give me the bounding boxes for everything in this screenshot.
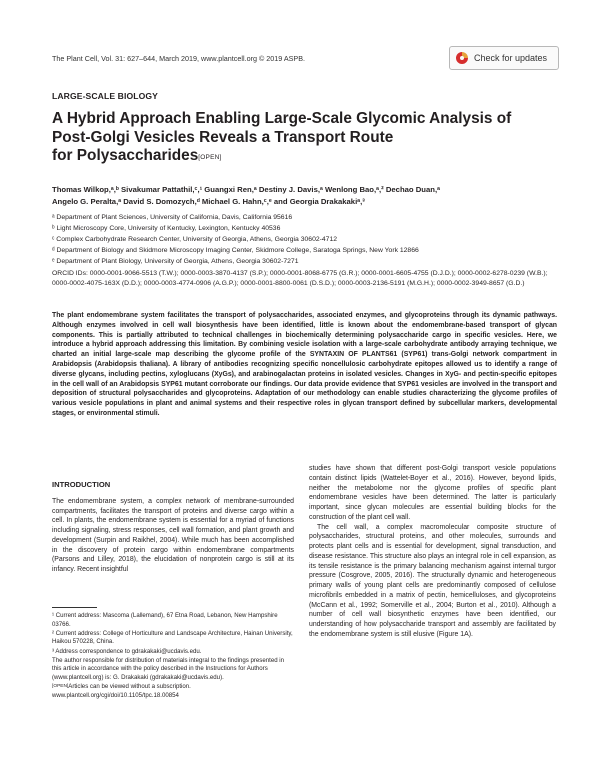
body-paragraph: studies have shown that different post-Golgi transport vesicle populations contain distinct lipids (Wattelet-Boyer et al., 2016). However, beyond lipids, neither the metabolome nor the glycome profiles of specific plant endomembrane vesicles have been determined. The latter is particularly important, since glycan molecules are essential building blocks for the construction of the plant cell wall. [309,465,556,521]
footnote: ³ Address correspondence to gdrakakaki@ucdavis.edu. [52,647,202,655]
check-updates-icon [455,51,469,65]
journal-header: The Plant Cell, Vol. 31: 627–644, March 2019, www.plantcell.org © 2019 ASPB. [52,54,306,63]
author-line: Angelo G. Peralta,ᵃ David S. Domozych,ᵈ Michael G. Hahn,ᶜ,ᵉ and Georgia Drakakakiᵃ,³ [52,196,365,206]
open-access-tag: [OPEN] [52,684,69,690]
affiliation: ᵇ Light Microscopy Core, University of Kentucky, Lexington, Kentucky 40536 [52,225,281,232]
footnote: ² Current address: College of Horticulture and Landscape Architecture, Hainan University, Haikou 570228, China. [52,629,293,646]
affiliations [52,212,557,267]
check-for-updates-button[interactable] [449,46,559,70]
footnote: ¹ Current address: Mascoma (Lallemand), 67 Etna Road, Lebanon, New Hampshire 03766. [52,612,278,628]
title-line: Post-Golgi Vesicles Reveals a Transport Route [52,128,394,146]
affiliation: ᵈ Department of Biology and Skidmore Microscopy Imaging Center, Skidmore College, Saratoga Springs, New York 12866 [52,247,419,254]
title-line [52,147,552,166]
orcid-ids: ORCID IDs: 0000-0001-9066-5513 (T.W.); 0000-0003-3870-4137 (S.P.); 0000-0001-8068-6775 (G.R.); 0000-0001-6605-4755 (D.J.D.); 0000-0002-6278-0239 (W.B.); 0000-0002-4075-163X (D.D.); 0000-0003-4774-0906 (A.G.P.); 0000-0001-8800-0061 (D.S.D.); 0000-0003-2136-5191 (M.G.H.); 0000-0002-3949-8657 (G.D.) [52,270,548,287]
author-line: Thomas Wilkop,ᵃ,ᵇ Sivakumar Pattathil,ᶜ,¹ Guangxi Ren,ᵃ Destiny J. Davis,ᵃ Wenlong Bao,ᵃ,² Dechao Duan,ᵃ [52,185,441,194]
right-column [309,464,556,640]
left-column [52,480,294,575]
abstract: The plant endomembrane system facilitates the transport of polysaccharides, associated enzymes, and glycoproteins through its dynamic pathways. Although enzymes involved in cell wall biosynthesis have been identified, little is known about the endomembrane-based transport of glycan components. This is partially attributed to technical challenges in biochemically determining polysaccharide cargo in specific vesicles. Here, we introduce a hybrid approach addressing this limitation. By combining vesicle isolation with a large-scale carbohydrate antibody arraying technique, we charted an initial large-scale map describing the glycome profile of the SYNTAXIN OF PLANTS61 (SYP61) trans-Golgi network compartment in Arabidopsis (Arabidopsis thaliana). A library of antibodies recognizing specific noncellulosic carbohydrate epitopes allowed us to identify a range of diverse glycans, including pectins, xyloglucans (XyGs), and arabinogalactan proteins in isolated vesicles. Changes in XyG- and pectin-specific epitopes in the cell wall of an Arabidopsis SYP61 mutant corroborate our findings. Our data provide evidence that SYP61 vesicles are involved in the transport and deposition of structural polysaccharides and glycoproteins. Adaptation of our methodology can enable studies characterizing the glycome profiles of various vesicle populations in plant and animal systems and their respective roles in glycan transport defined by subcellular markers, developmental stages, or environmental stimuli. [52,312,557,417]
footnote: The author responsible for distribution of materials integral to the findings presented in this article in accordance with the policy described in the Instructions for Authors (www.plantcell.org) is: G. Drakakaki (gdrakakaki@ucdavis.edu). [52,656,285,681]
affiliation: ᶜ Complex Carbohydrate Research Center, University of Georgia, Athens, Georgia 30602-4712 [52,236,338,243]
title-line: A Hybrid Approach Enabling Large-Scale Glycomic Analysis of [52,110,512,127]
check-updates-label: Check for updates [474,53,548,63]
footnote-divider [52,607,97,608]
article-title [52,110,552,166]
author-list [52,184,557,207]
affiliation: ᵃ Department of Plant Sciences, University of California, Davis, California 95616 [52,214,293,221]
section-tag: LARGE-SCALE BIOLOGY [52,91,158,101]
footnotes [52,612,294,702]
affiliation: ᵉ Department of Plant Biology, University of Georgia, Athens, Georgia 30602-7271 [52,258,299,265]
intro-paragraph: The endomembrane system, a complex network of membrane-surrounded compartments, facilitates the transport of proteins and diverse cargo within a cell. In plants, the endomembrane system is essential for a myriad of functions including signaling, stress responses, cell wall formation, and plant growth and development (Surpin and Raikhel, 2004). While much has been accomplished in the discovery of protein cargo within endomembrane compartments (Parsons and Lilley, 2018), the elucidation of nonprotein cargo is still at its infancy. Recent insightful [52,497,294,573]
introduction-heading: INTRODUCTION [52,480,111,489]
open-access-tag: [OPEN] [198,154,222,161]
body-paragraph: The cell wall, a complex macromolecular composite structure of polysaccharides, structural proteins, and other molecules, surrounds and protects plant cells and is essential for development, signal transduction, and disease resistance. This structure also plays an integral role in cell expansion, as its tensile resistance is the primary balancing mechanism against internal turgor pressure (Cosgrove, 2005, 2016). The structurally dynamic and heterogeneous primary walls of young plant cells are predominantly composed of cellulose microfibrils embedded in a matrix of pectin, hemicelluloses, and glycoproteins (McCann et al., 1992; Somerville et al., 2004; Burton et al., 2010). Although a number of cell wall biosynthetic enzymes have been identified, our understanding of how polysaccharide transport and assembly are facilitated by the endomembrane system is still elusive (Figure 1A). [309,523,556,638]
footnote [52,683,294,692]
title-line-text: for Polysaccharides [52,147,199,164]
footnote-text: Articles can be viewed without a subscription. [68,683,191,691]
doi-link[interactable]: www.plantcell.org/cgi/doi/10.1105/tpc.18.00854 [52,692,179,700]
